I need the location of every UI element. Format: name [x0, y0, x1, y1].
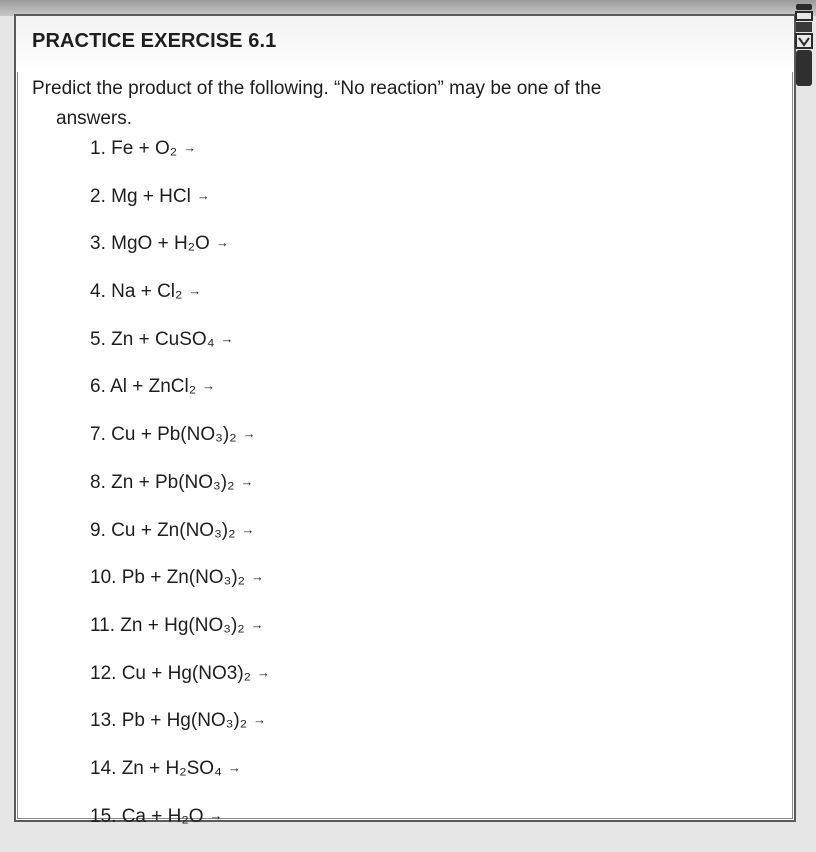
arrow-icon: → [188, 283, 202, 299]
exercise-item [90, 137, 270, 185]
reactants: 13. Pb + Hg(NO₃)₂ [90, 710, 248, 732]
reactants: 2. Mg + HCl [90, 185, 191, 207]
reactants: 10. Pb + Zn(NO₃)₂ [90, 567, 246, 589]
arrow-icon: → [241, 521, 255, 537]
arrow-icon: → [250, 616, 264, 632]
arrow-icon: → [242, 426, 256, 442]
exercise-item [90, 566, 270, 614]
reactants: 8. Zn + Pb(NO₃)₂ [90, 471, 235, 493]
arrow-icon: → [183, 140, 197, 155]
reactants: 9. Cu + Zn(NO₃)₂ [90, 519, 236, 541]
exercise-item [90, 709, 270, 757]
arrow-icon: → [202, 378, 216, 394]
arrow-icon: → [220, 330, 234, 346]
reactants: 1. Fe + O₂ [90, 138, 178, 159]
exercise-item [90, 375, 270, 423]
arrow-icon: → [240, 473, 254, 489]
stacked-block-logo-icon [794, 0, 814, 88]
exercise-item [90, 280, 270, 328]
exercise-item [90, 471, 270, 519]
reactants: 15. Ca + H₂O [90, 805, 204, 827]
exercise-item [90, 757, 270, 805]
exercise-item [90, 662, 270, 710]
exercise-sheet [14, 14, 796, 827]
instructions-line-1: Predict the product of the following. “No reaction” may be one of the [32, 78, 602, 99]
exercise-item [90, 519, 270, 567]
exercise-item [90, 185, 270, 233]
exercise-item [90, 232, 270, 280]
arrow-icon: → [209, 807, 223, 823]
reactants: 6. Al + ZnCl₂ [90, 376, 197, 398]
reactants: 3. MgO + H₂O [90, 233, 210, 255]
arrow-icon: → [215, 235, 229, 251]
reactants: 11. Zn + Hg(NO₃)₂ [90, 614, 245, 636]
reactants: 7. Cu + Pb(NO₃)₂ [90, 424, 237, 446]
exercise-item [90, 805, 270, 852]
arrow-icon: → [227, 759, 241, 775]
exercise-item [90, 614, 270, 662]
reactants: 14. Zn + H₂SO₄ [90, 757, 222, 779]
reactants: 5. Zn + CuSO₄ [90, 328, 215, 350]
arrow-icon: → [257, 664, 271, 680]
arrow-icon: → [253, 712, 267, 728]
exercise-list [90, 137, 270, 852]
exercise-item [90, 423, 270, 471]
reactants: 12. Cu + Hg(NO3)₂ [90, 662, 252, 684]
arrow-icon: → [251, 569, 265, 585]
page-title: PRACTICE EXERCISE 6.1 [32, 30, 277, 52]
instructions [32, 74, 772, 134]
exercise-item [90, 328, 270, 376]
reactants: 4. Na + Cl₂ [90, 281, 183, 303]
instructions-line-2: answers. [56, 108, 133, 129]
arrow-icon: → [196, 187, 210, 203]
